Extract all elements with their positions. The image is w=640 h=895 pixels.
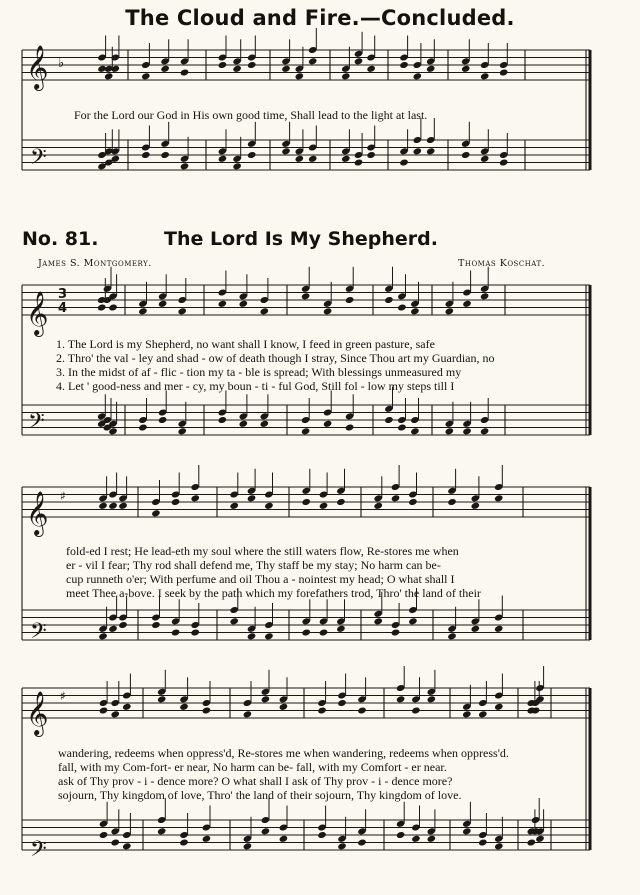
note-head — [461, 151, 471, 159]
note-head — [247, 61, 257, 69]
clefs — [26, 45, 67, 867]
note-head — [462, 827, 472, 835]
note-head — [171, 628, 181, 636]
note-head — [279, 835, 289, 843]
lyric-line: cup runneth o'er; With perfume and oil Thou a - nointest my head; O what shall I — [66, 572, 455, 586]
note-head — [160, 151, 170, 159]
note-head — [108, 625, 118, 633]
note-head — [301, 427, 311, 435]
note-head — [98, 502, 108, 510]
note-head — [462, 300, 472, 308]
note-head — [239, 300, 249, 308]
note-head — [399, 61, 409, 69]
note-head — [243, 842, 253, 850]
note-head — [354, 158, 364, 166]
note-head — [232, 162, 242, 170]
hymn-title: The Lord Is My Shepherd. — [164, 228, 438, 250]
note-head — [471, 625, 481, 633]
note-head — [323, 420, 333, 428]
note-head — [366, 151, 376, 159]
note-head — [98, 632, 108, 640]
note-head — [480, 72, 490, 80]
note-head — [527, 838, 537, 846]
note-head — [447, 632, 457, 640]
note-head — [171, 498, 181, 506]
note-head — [336, 625, 346, 633]
lyric-line: wandering, redeems when oppress'd, Re-stores me when wandering, redeems when oppress'd. — [58, 746, 509, 760]
note-head — [499, 68, 509, 76]
note-head — [138, 307, 148, 315]
note-head — [336, 498, 346, 506]
note-head — [384, 296, 394, 304]
key-signature-flats-icon: ♭ — [58, 56, 65, 71]
lyric-line: meet Thee a-bove. I seek by the path which my forefathers trod, Thro' the land of their — [66, 586, 481, 600]
note-head — [261, 827, 271, 835]
note-head — [264, 502, 274, 510]
composer-credit: Thomas Koschat. — [458, 258, 546, 269]
treble-clef-icon: 𝄞 — [26, 491, 49, 535]
note-head — [396, 695, 406, 703]
note-head — [247, 632, 257, 640]
note-head — [319, 502, 329, 510]
note-head — [357, 838, 367, 846]
note-head — [337, 699, 347, 707]
author-credit: James S. Montgomery. — [38, 258, 152, 269]
note-head — [345, 423, 355, 431]
note-head — [408, 617, 418, 625]
note-head — [345, 296, 355, 304]
time-numerator: 3 — [58, 287, 68, 302]
note-head — [384, 416, 394, 424]
note-head — [158, 416, 168, 424]
note-head — [180, 162, 190, 170]
lyric-line: 1. The Lord is my Shepherd, no want shall I know, I feed in green pasture, safe — [56, 337, 435, 351]
note-head — [427, 835, 437, 843]
note-head — [202, 835, 212, 843]
note-head — [108, 303, 118, 311]
note-head — [229, 617, 239, 625]
note-head — [445, 307, 455, 315]
note-head — [341, 155, 351, 163]
note-head — [281, 65, 291, 73]
note-head — [279, 703, 289, 711]
lyric-line: 3. In the midst of af - flic - tion my ta - ble is spread; With blessings unmeasured my — [56, 365, 462, 379]
note-head — [480, 292, 490, 300]
lyric-line: er - vil I fear; Thy rod shall defend me, Thy staff be my stay; No harm can be- — [66, 558, 441, 572]
lyric-line: fall, with my Com-fort- er near, No harm can be- fall, with my Comfort - er near. — [58, 760, 447, 774]
note-head — [323, 307, 333, 315]
note-head — [410, 307, 420, 315]
note-head — [232, 65, 242, 73]
lyric-line: 2. Thro' the val - ley and shad - ow of death though I stray, Since Thou art my Guardian, no — [56, 351, 495, 365]
note-head — [122, 703, 132, 711]
note-head — [141, 72, 151, 80]
note-head — [413, 72, 423, 80]
note-head — [260, 420, 270, 428]
treble-clef-icon: 𝄞 — [26, 45, 49, 89]
note-head — [177, 307, 187, 315]
note-head — [157, 695, 167, 703]
lyric-line: 4. Let ' good-ness and mer - cy, my boun - ti - ful God, Still fol - low my steps till I — [56, 379, 455, 393]
page-heading: The Cloud and Fire.—Concluded. — [125, 6, 515, 30]
note-head — [141, 151, 151, 159]
note-head — [494, 625, 504, 633]
note-head — [104, 72, 114, 80]
note-head — [494, 703, 504, 711]
note-head — [471, 502, 481, 510]
note-head — [118, 502, 128, 510]
note-head — [110, 838, 120, 846]
staff-lines — [22, 50, 590, 850]
note-head — [480, 427, 490, 435]
note-head — [426, 147, 436, 155]
note-head — [218, 155, 228, 163]
note-head — [118, 621, 128, 629]
note-head — [399, 158, 409, 166]
key-signature-sharp-icon: ♯ — [60, 689, 66, 703]
note-head — [391, 628, 401, 636]
treble-clef-icon: 𝄞 — [26, 691, 49, 735]
note-head — [301, 498, 311, 506]
note-head — [411, 706, 421, 714]
note-head — [478, 710, 488, 718]
hymn-number: No. 81. — [22, 228, 99, 250]
note-head — [264, 632, 274, 640]
note-head — [97, 303, 107, 311]
note-head — [337, 842, 347, 850]
note-head — [373, 502, 383, 510]
note-head — [108, 502, 118, 510]
bass-clef-icon: 𝄢 — [30, 619, 47, 649]
note-head — [317, 831, 327, 839]
bass-clef-icon: 𝄢 — [28, 409, 45, 439]
note-head — [179, 838, 189, 846]
note-head — [445, 427, 455, 435]
note-head — [151, 621, 161, 629]
note-head — [341, 72, 351, 80]
note-head — [180, 68, 190, 76]
note-head — [122, 842, 132, 850]
note-head — [478, 838, 488, 846]
note-head — [247, 494, 257, 502]
note-head — [535, 835, 545, 843]
note-head — [319, 628, 329, 636]
lyric-line: For the Lord our God in His own good time, Shall lead to the light at last. — [74, 108, 428, 122]
note-head — [397, 423, 407, 431]
key-signature-sharp-icon: ♯ — [60, 489, 66, 503]
note-head — [301, 628, 311, 636]
note-head — [243, 710, 253, 718]
note-head — [138, 423, 148, 431]
note-head — [110, 710, 120, 718]
note-head — [160, 65, 170, 73]
note-head — [494, 494, 504, 502]
note-head — [281, 147, 291, 155]
note-head — [427, 695, 437, 703]
note-head — [260, 307, 270, 315]
note-head — [218, 300, 228, 308]
note-head — [229, 502, 239, 510]
note-head — [373, 617, 383, 625]
note-head — [261, 695, 271, 703]
note-head — [462, 710, 472, 718]
treble-clef-icon: 𝄞 — [26, 291, 49, 335]
note-head — [308, 57, 318, 65]
note-head — [99, 831, 109, 839]
note-head — [366, 65, 376, 73]
note-head — [308, 155, 318, 163]
note-head — [499, 158, 509, 166]
lyric-line: ask of Thy prov - i - dence more? O what shall I ask of Thy prov - i - dence more? — [58, 774, 453, 788]
note-head — [239, 420, 249, 428]
note-head — [177, 427, 187, 435]
note-head — [480, 155, 490, 163]
note-head — [396, 831, 406, 839]
note-head — [426, 65, 436, 73]
note-head — [190, 494, 200, 502]
note-head — [99, 706, 109, 714]
bass-clef-icon: 𝄢 — [30, 837, 47, 867]
note-head — [157, 827, 167, 835]
note-head — [397, 303, 407, 311]
note-head — [295, 155, 305, 163]
note-head — [410, 427, 420, 435]
note-head — [179, 703, 189, 711]
lyric-line: sojourn, Thy kingdom of love, Thro' the land of their sojourn, Thy kingdom of love. — [58, 788, 462, 802]
lyric-line: fold-ed I rest; He lead-eth my soul where the still waters flow, Re-stores me when — [66, 544, 459, 558]
note-head — [408, 498, 418, 506]
note-head — [158, 300, 168, 308]
note-head — [247, 151, 257, 159]
note-head — [391, 494, 401, 502]
note-head — [301, 292, 311, 300]
note-head — [461, 65, 471, 73]
note-head — [357, 706, 367, 714]
note-head — [317, 706, 327, 714]
note-head — [462, 427, 472, 435]
note-head — [354, 57, 364, 65]
note-head — [190, 628, 200, 636]
time-denominator: 4 — [58, 301, 68, 316]
note-head — [447, 498, 457, 506]
note-head — [494, 842, 504, 850]
note-head — [218, 416, 228, 424]
note-head — [411, 835, 421, 843]
note-heads — [97, 28, 545, 850]
note-head — [151, 509, 161, 517]
bass-clef-icon: 𝄢 — [30, 145, 47, 175]
note-head — [295, 72, 305, 80]
note-head — [218, 61, 228, 69]
note-head — [413, 147, 423, 155]
note-head — [202, 706, 212, 714]
